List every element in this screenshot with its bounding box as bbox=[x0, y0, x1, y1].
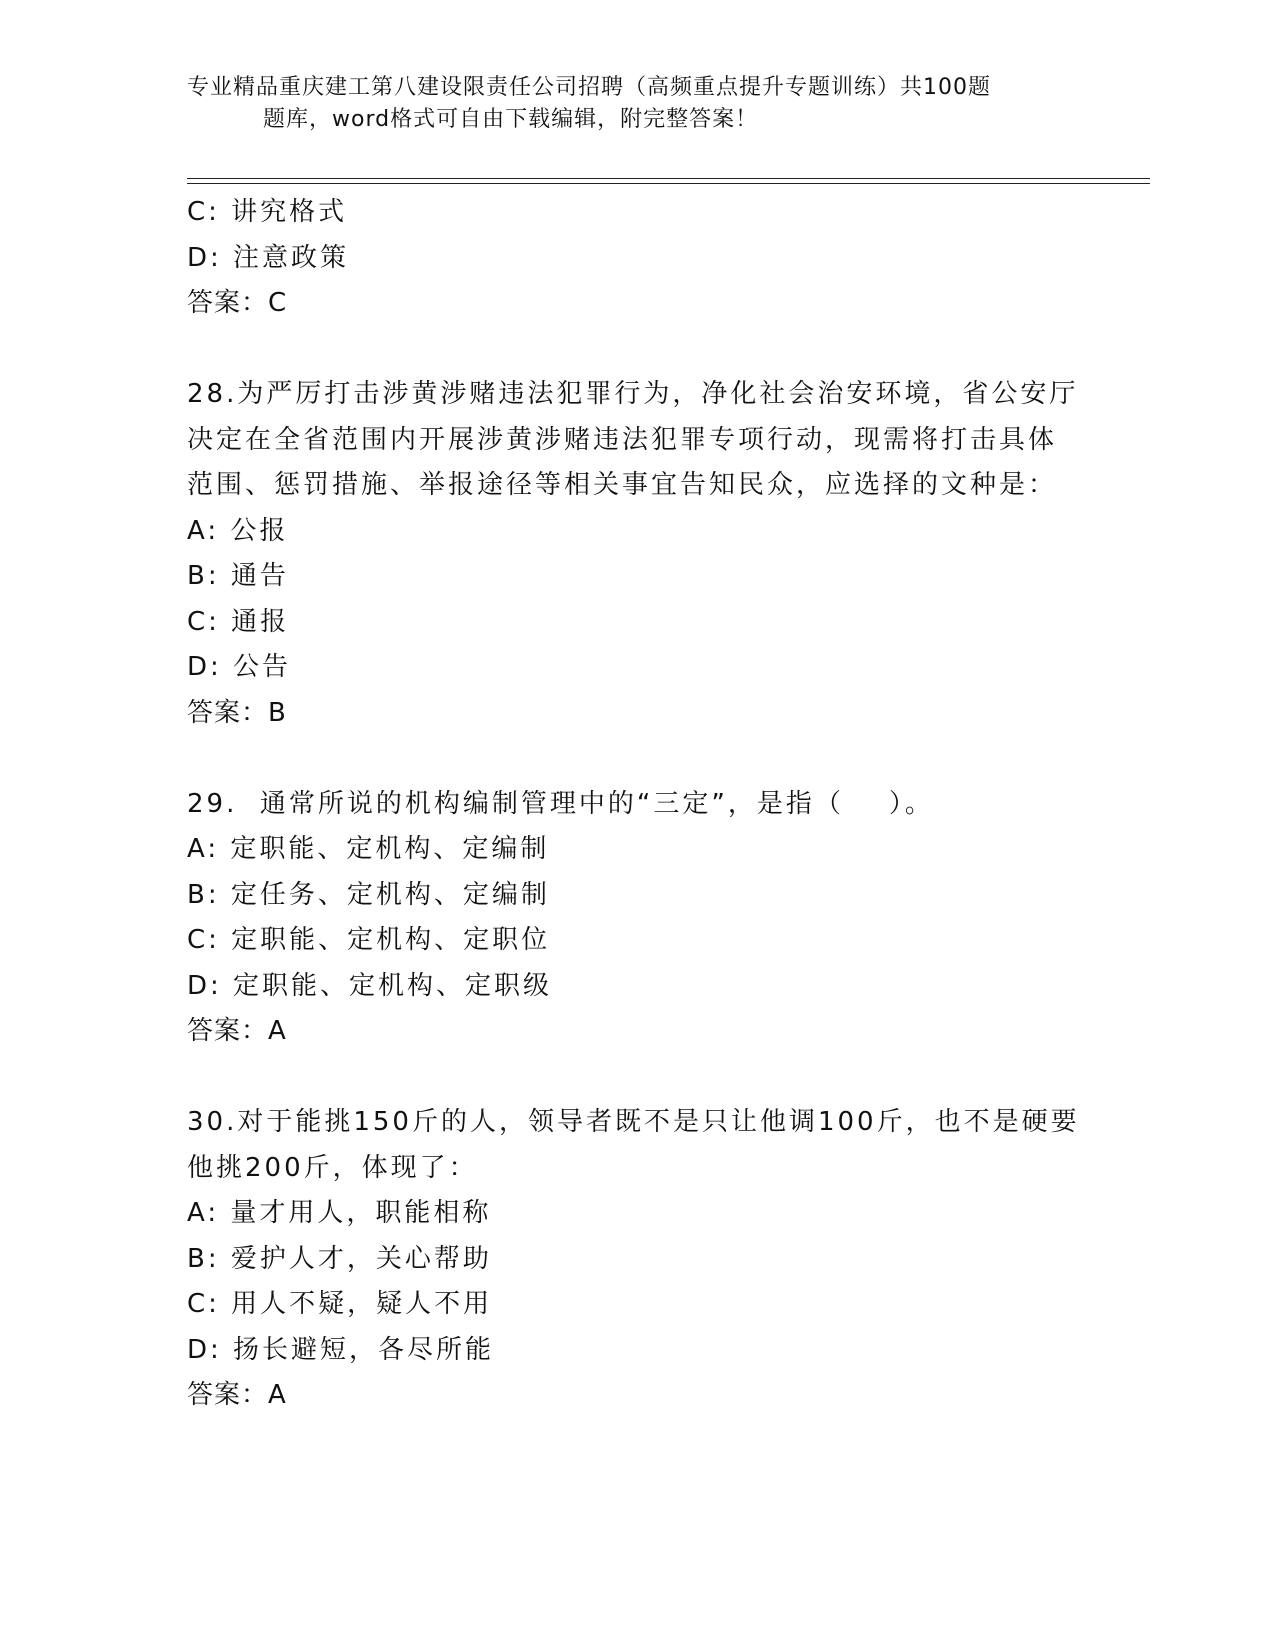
option-d: D: 扬长避短，各尽所能 bbox=[187, 1334, 495, 1365]
question-27-tail bbox=[187, 190, 1087, 327]
option-a: A: 量才用人，职能相称 bbox=[187, 1198, 492, 1228]
option-a: A: 定职能、定机构、定编制 bbox=[187, 834, 550, 864]
document-header bbox=[187, 72, 1087, 136]
option-c: C: 讲究格式 bbox=[187, 197, 348, 227]
question-text-line-2: 决定在全省范围内开展涉黄涉赌违法犯罪专项行动，现需将打击具体 bbox=[187, 424, 1058, 455]
question-30 bbox=[187, 1100, 1087, 1419]
spacer bbox=[187, 1055, 1087, 1101]
header-rule-bottom bbox=[187, 183, 1150, 184]
spacer bbox=[187, 327, 1087, 373]
question-content bbox=[187, 190, 1087, 1419]
option-b: B: 通告 bbox=[187, 561, 289, 591]
option-b: B: 爱护人才，关心帮助 bbox=[187, 1243, 492, 1274]
answer: 答案：A bbox=[187, 1016, 287, 1046]
spacer bbox=[187, 736, 1087, 782]
question-text-line-2: 他挑200斤，体现了： bbox=[187, 1152, 478, 1183]
option-b: B: 定任务、定机构、定编制 bbox=[187, 879, 550, 910]
question-28 bbox=[187, 372, 1087, 736]
option-c: C: 用人不疑，疑人不用 bbox=[187, 1289, 493, 1319]
question-text-line-1: 30.对于能挑150斤的人，领导者既不是只让他调100斤，也不是硬要 bbox=[187, 1107, 1080, 1137]
answer: 答案：B bbox=[187, 697, 287, 728]
option-a: A: 公报 bbox=[187, 515, 289, 546]
answer: 答案：C bbox=[187, 288, 288, 318]
header-title-line-1: 专业精品重庆建工第八建设限责任公司招聘（高频重点提升专题训练）共100题 bbox=[187, 75, 991, 100]
question-text-line-3: 范围、惩罚措施、举报途径等相关事宜告知民众，应选择的文种是： bbox=[187, 470, 1058, 500]
header-title-line-2: 题库，word格式可自由下载编辑，附完整答案！ bbox=[263, 107, 759, 132]
question-text-line-1: 29. 通常所说的机构编制管理中的“三定”，是指（ ）。 bbox=[187, 788, 934, 819]
option-d: D: 公告 bbox=[187, 652, 292, 682]
option-d: D: 定职能、定机构、定职级 bbox=[187, 970, 553, 1001]
answer: 答案：A bbox=[187, 1380, 287, 1410]
option-d: D: 注意政策 bbox=[187, 242, 350, 273]
question-text-line-1: 28.为严厉打击涉黄涉赌违法犯罪行为，净化社会治安环境，省公安厅 bbox=[187, 379, 1079, 409]
option-c: C: 定职能、定机构、定职位 bbox=[187, 925, 551, 955]
option-c: C: 通报 bbox=[187, 606, 290, 637]
question-29 bbox=[187, 782, 1087, 1055]
header-rule-top bbox=[187, 178, 1150, 179]
